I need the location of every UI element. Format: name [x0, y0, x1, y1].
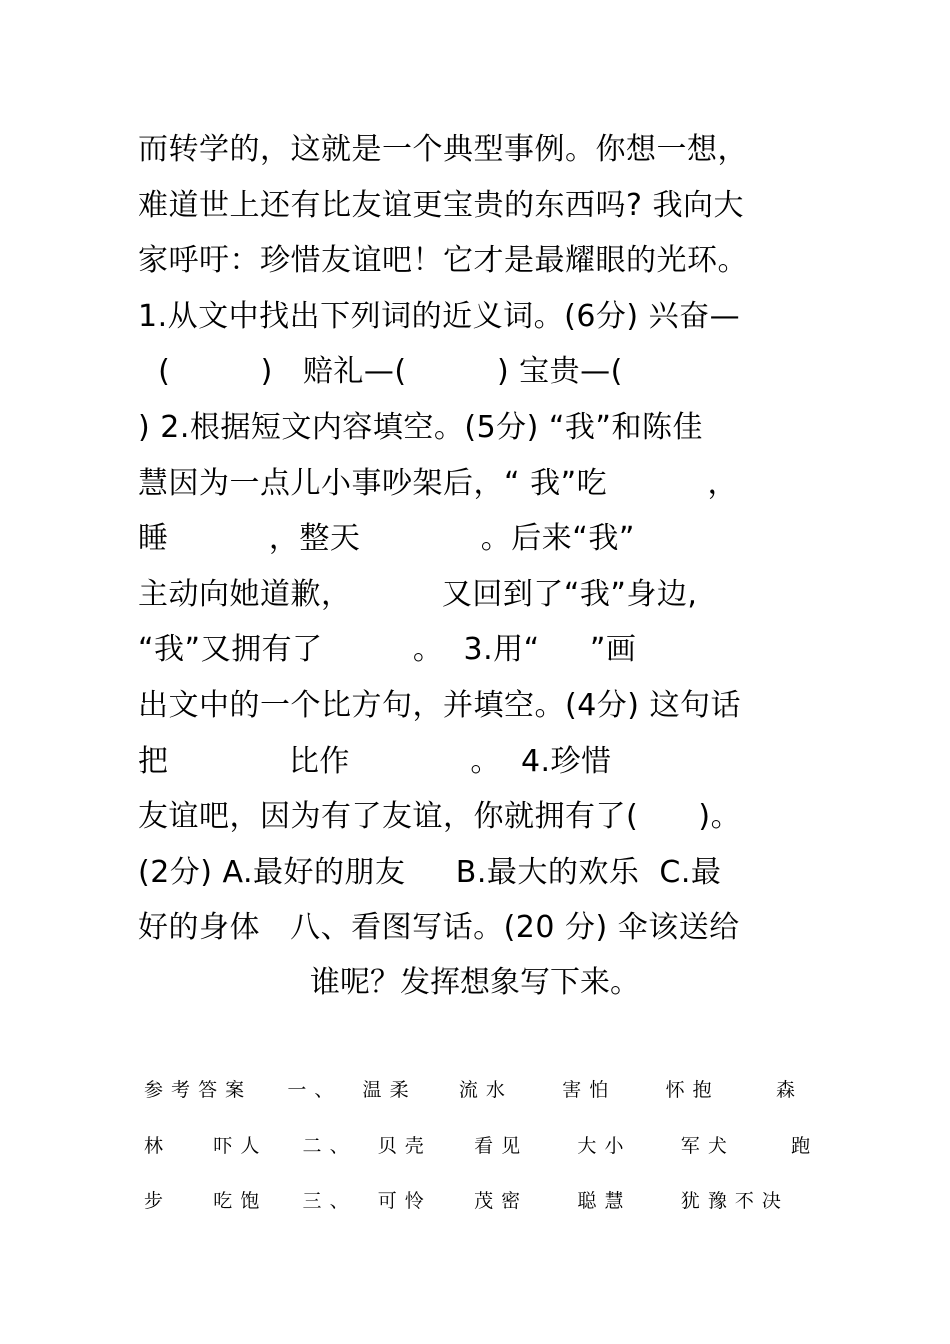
text-line: 把 比作 。 4.珍惜 — [138, 743, 612, 779]
text-line: (2分) A.最好的朋友 B.最大的欢乐 C.最 — [138, 854, 722, 890]
text-line: 慧因为一点儿小事吵架后，“ 我”吃 ， — [138, 465, 738, 501]
text-line: 友谊吧，因为有了友谊，你就拥有了( )。 — [138, 799, 742, 835]
text-line: 睡 ，整天 。后来“我” — [138, 521, 635, 557]
text-line: 家呼吁：珍惜友谊吧！它才是最耀眼的光环。 — [138, 243, 748, 279]
text-line: 主动向她道歉， 又回到了“我”身边, — [138, 576, 698, 612]
text-line: ) 2.根据短文内容填空。(5分) “我”和陈佳 — [138, 409, 703, 445]
answer-key — [144, 1072, 824, 1239]
writing-prompt-line: 谁呢？发挥想象写下来。 — [310, 965, 640, 1000]
text-line: ( ) 赔礼—( ) 宝贵—( — [138, 354, 623, 390]
text-line: 1.从文中找出下列词的近义词。(6分) 兴奋— — [138, 298, 741, 334]
text-line: 出文中的一个比方句，并填空。(4分) 这句话 — [138, 687, 742, 723]
text-line: 好的身体 八、看图写话。(20 分) 伞该送给 — [138, 910, 740, 946]
text-line: “我”又拥有了 。 3.用“ ”画 — [138, 632, 637, 668]
answer-line: 林 吓 人 二 、 贝 壳 看 见 大 小 军 犬 跑 — [144, 1134, 812, 1157]
text-line: 难道世上还有比友谊更宝贵的东西吗? 我向大 — [138, 187, 744, 223]
reading-passage — [138, 122, 838, 956]
text-line: 而转学的，这就是一个典型事例。你想一想， — [138, 132, 748, 167]
answer-line: 参 考 答 案 一 、 温 柔 流 水 害 怕 怀 抱 森 — [144, 1079, 796, 1101]
answer-line: 步 吃 饱 三 、 可 怜 茂 密 聪 慧 犹 豫 不 决 — [144, 1190, 782, 1212]
